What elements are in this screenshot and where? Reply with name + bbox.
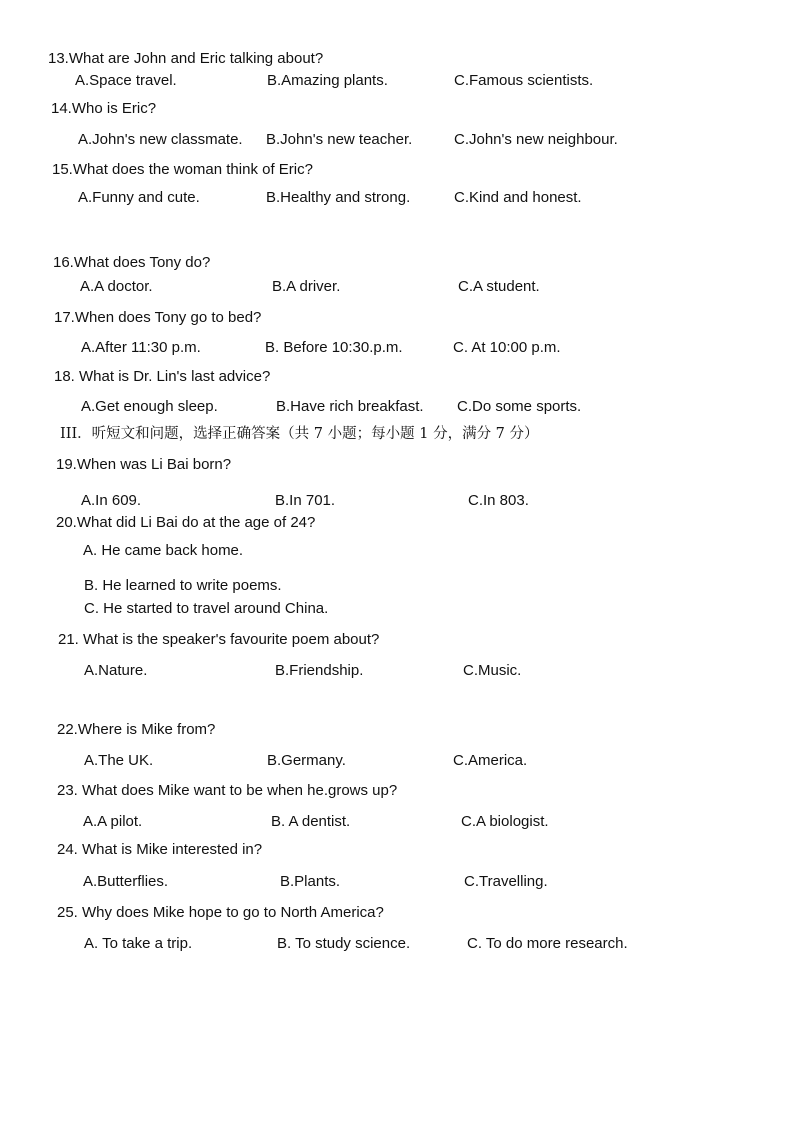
q22-option-c: C.America. [453,752,528,769]
q16-option-c: C.A student. [458,278,540,295]
q13-option-b: B.Amazing plants. [267,72,388,89]
q18-option-a: A.Get enough sleep. [81,398,218,415]
question-24: 24. What is Mike interested in? [57,841,263,858]
q13-option-a: A.Space travel. [75,72,177,89]
q17-option-b: B. Before 10:30.p.m. [265,339,403,356]
q15-option-c: C.Kind and honest. [454,189,582,206]
q23-option-c: C.A biologist. [461,813,549,830]
question-23: 23. What does Mike want to be when he.grows up? [57,782,398,799]
q16-option-b: B.A driver. [272,278,341,295]
q20-option-b: B. He learned to write poems. [84,577,282,594]
q19-option-b: B.In 701. [275,492,336,509]
q24-option-c: C.Travelling. [464,873,548,890]
q22-option-a: A.The UK. [84,752,154,769]
q17-option-a: A.After 11:30 p.m. [81,339,201,356]
q16-option-a: A.A doctor. [80,278,153,295]
question-17: 17.When does Tony go to bed? [54,309,262,326]
question-21: 21. What is the speaker's favourite poem about? [58,631,380,648]
q23-option-b: B. A dentist. [271,813,351,830]
question-22: 22.Where is Mike from? [57,721,216,738]
q19-option-c: C.In 803. [468,492,529,509]
q21-option-a: A.Nature. [84,662,148,679]
q21-option-c: C.Music. [463,662,522,679]
q14-option-c: C.John's new neighbour. [454,131,618,148]
q25-option-b: B. To study science. [277,935,411,952]
question-16: 16.What does Tony do? [53,254,211,271]
section-3-heading: III．听短文和问题，选择正确答案（共 7 小题；每小题 1 分，满分 7 分） [60,426,539,442]
question-18: 18. What is Dr. Lin's last advice? [54,368,271,385]
question-13: 13.What are John and Eric talking about? [48,50,324,67]
q23-option-a: A.A pilot. [83,813,143,830]
q24-option-b: B.Plants. [280,873,341,890]
q19-option-a: A.In 609. [81,492,142,509]
q20-option-c: C. He started to travel around China. [84,600,329,617]
question-20: 20.What did Li Bai do at the age of 24? [56,514,316,531]
question-14: 14.Who is Eric? [51,100,157,117]
q17-option-c: C. At 10:00 p.m. [453,339,561,356]
question-25: 25. Why does Mike hope to go to North America? [57,904,384,921]
question-19: 19.When was Li Bai born? [56,456,232,473]
q14-option-b: B.John's new teacher. [266,131,413,148]
q13-option-c: C.Famous scientists. [454,72,594,89]
q18-option-b: B.Have rich breakfast. [276,398,424,415]
q25-option-c: C. To do more research. [467,935,628,952]
q22-option-b: B.Germany. [267,752,346,769]
q15-option-b: B.Healthy and strong. [266,189,411,206]
q25-option-a: A. To take a trip. [84,935,193,952]
q20-option-a: A. He came back home. [83,542,244,559]
q24-option-a: A.Butterflies. [83,873,169,890]
question-15: 15.What does the woman think of Eric? [52,161,313,178]
q14-option-a: A.John's new classmate. [78,131,243,148]
q18-option-c: C.Do some sports. [457,398,582,415]
q15-option-a: A.Funny and cute. [78,189,200,206]
q21-option-b: B.Friendship. [275,662,364,679]
